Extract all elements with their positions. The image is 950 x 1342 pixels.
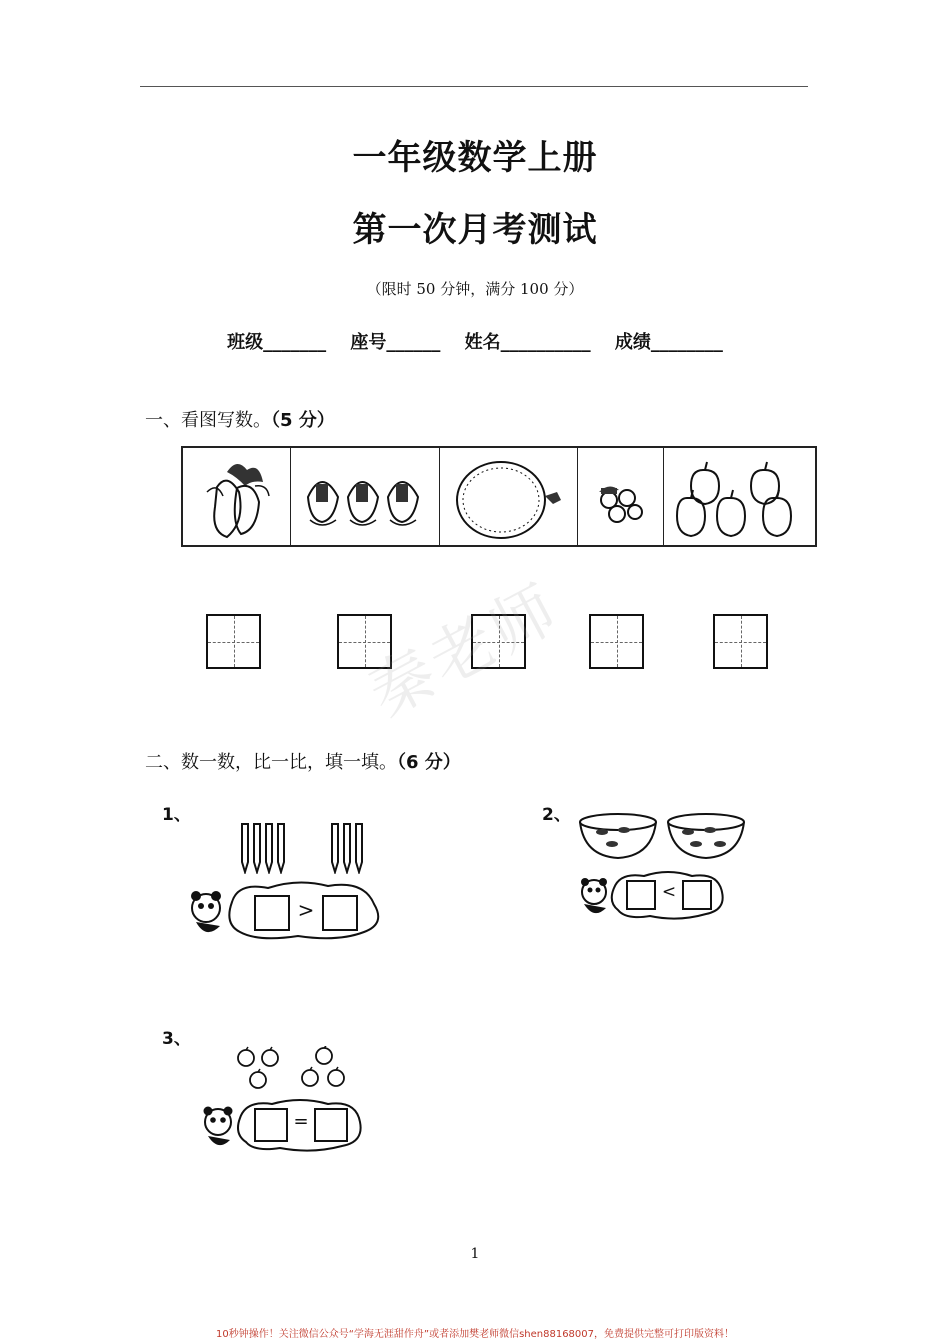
watermark: 秦老师 — [357, 570, 573, 732]
q3-right-box[interactable] — [314, 1108, 348, 1142]
answer-box-1[interactable] — [206, 614, 261, 669]
score-field[interactable]: 成绩________ — [614, 332, 723, 353]
name-field[interactable]: 姓名__________ — [464, 332, 591, 353]
fruit-picture-table — [181, 446, 817, 547]
q1-compare-symbol: > — [297, 898, 315, 922]
mango-group-icon — [197, 452, 277, 542]
q2-right-box[interactable] — [682, 880, 712, 910]
mango-cell — [183, 448, 291, 545]
section2-heading: 二、数一数，比一比，填一填。（6 分） — [145, 752, 461, 773]
peaches-cell — [291, 448, 440, 545]
question1-number: 1、 — [162, 805, 191, 825]
peaches-icon — [300, 462, 430, 532]
strawberries-icon — [591, 462, 651, 532]
q1-right-box[interactable] — [322, 895, 358, 931]
oranges-icon — [236, 1046, 352, 1094]
exam-subtitle: （限时 50 分钟，满分 100 分） — [366, 280, 584, 298]
class-field[interactable]: 班级_______ — [227, 332, 327, 353]
fishbowls-icon — [578, 812, 748, 860]
pencils-icon — [238, 822, 374, 874]
seat-field[interactable]: 座号______ — [350, 332, 441, 353]
apples-icon — [675, 452, 805, 542]
footer-promo-text: 10秒钟操作！关注微信公众号“学海无涯甜作舟”或者添加樊老师微信shen88168007，免费提供完整可打印版资料！ — [215, 1329, 735, 1340]
q1-left-box[interactable] — [254, 895, 290, 931]
page-number: 1 — [470, 1246, 480, 1262]
q3-left-box[interactable] — [254, 1108, 288, 1142]
answer-box-5[interactable] — [713, 614, 768, 669]
title-line1: 一年级数学上册 — [352, 138, 598, 178]
section1-heading: 一、看图写数。（5 分） — [145, 410, 335, 431]
title-line2: 第一次月考测试 — [352, 210, 598, 250]
apples-cell — [664, 448, 815, 545]
question2-number: 2、 — [542, 805, 571, 825]
question3-number: 3、 — [162, 1029, 191, 1049]
q3-compare-symbol: = — [293, 1111, 309, 1132]
melon-icon — [449, 452, 569, 542]
top-rule — [140, 86, 808, 87]
q2-left-box[interactable] — [626, 880, 656, 910]
q2-compare-symbol: < — [661, 882, 677, 902]
melon-cell — [440, 448, 578, 545]
strawberries-cell — [578, 448, 664, 545]
answer-box-4[interactable] — [589, 614, 644, 669]
student-info-line — [0, 328, 950, 354]
